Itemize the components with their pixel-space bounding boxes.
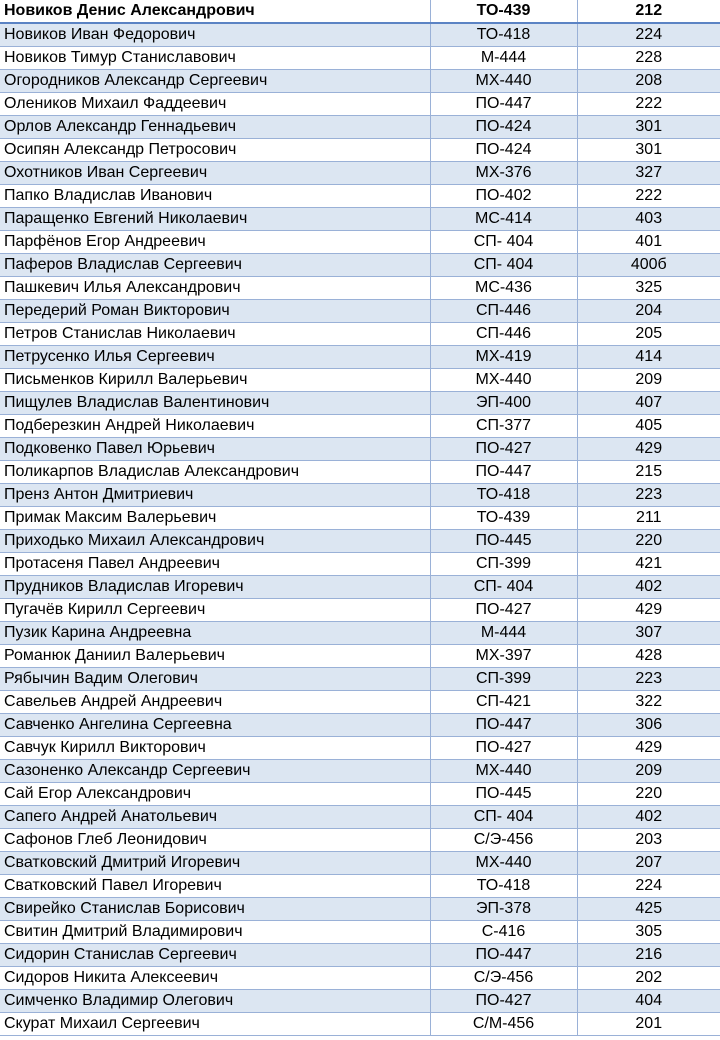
room-cell: 402: [577, 806, 720, 829]
group-cell: ПО-447: [430, 714, 577, 737]
table-row: [0, 990, 720, 1013]
group-cell: МС-436: [430, 277, 577, 300]
group-cell: СП-421: [430, 691, 577, 714]
group-cell: МХ-440: [430, 852, 577, 875]
table-row: [0, 461, 720, 484]
table-row: [0, 806, 720, 829]
name-cell: Сидорин Станислав Сергеевич: [0, 944, 430, 967]
table-row: [0, 622, 720, 645]
group-cell: ТО-418: [430, 23, 577, 47]
table-row: [0, 323, 720, 346]
name-cell: Прудников Владислав Игоревич: [0, 576, 430, 599]
table-row: [0, 116, 720, 139]
room-cell: 402: [577, 576, 720, 599]
table-row: [0, 714, 720, 737]
room-cell: 220: [577, 530, 720, 553]
table-row: [0, 369, 720, 392]
table-row: [0, 645, 720, 668]
table-row: [0, 484, 720, 507]
room-cell: 429: [577, 737, 720, 760]
group-cell: СП- 404: [430, 231, 577, 254]
room-cell: 228: [577, 47, 720, 70]
table-row: [0, 875, 720, 898]
name-cell: Савченко Ангелина Сергеевна: [0, 714, 430, 737]
group-cell: ПО-447: [430, 461, 577, 484]
name-cell: Сватковский Дмитрий Игоревич: [0, 852, 430, 875]
room-cell: 204: [577, 300, 720, 323]
group-cell: МХ-376: [430, 162, 577, 185]
room-cell: 220: [577, 783, 720, 806]
name-cell: Сазоненко Александр Сергеевич: [0, 760, 430, 783]
room-cell: 301: [577, 139, 720, 162]
table-row: [0, 668, 720, 691]
table-row: [0, 139, 720, 162]
name-cell: Новиков Денис Александрович: [0, 0, 430, 23]
room-cell: 429: [577, 438, 720, 461]
table-row: [0, 254, 720, 277]
name-cell: Савчук Кирилл Викторович: [0, 737, 430, 760]
name-cell: Паферов Владислав Сергеевич: [0, 254, 430, 277]
name-cell: Пашкевич Илья Александрович: [0, 277, 430, 300]
group-cell: ТО-418: [430, 875, 577, 898]
table-row: [0, 783, 720, 806]
group-cell: МХ-440: [430, 70, 577, 93]
room-cell: 301: [577, 116, 720, 139]
room-cell: 209: [577, 760, 720, 783]
group-cell: ТО-439: [430, 0, 577, 23]
name-cell: Новиков Иван Федорович: [0, 23, 430, 47]
room-cell: 327: [577, 162, 720, 185]
room-cell: 428: [577, 645, 720, 668]
table-row: [0, 576, 720, 599]
name-cell: Петров Станислав Николаевич: [0, 323, 430, 346]
room-cell: 207: [577, 852, 720, 875]
name-cell: Орлов Александр Геннадьевич: [0, 116, 430, 139]
room-cell: 306: [577, 714, 720, 737]
table-row: [0, 507, 720, 530]
table-row: [0, 829, 720, 852]
group-cell: МХ-397: [430, 645, 577, 668]
table-row: [0, 208, 720, 231]
name-cell: Рябычин Вадим Олегович: [0, 668, 430, 691]
table-row: [0, 70, 720, 93]
table-row: [0, 415, 720, 438]
group-cell: ПО-424: [430, 116, 577, 139]
name-cell: Сватковский Павел Игоревич: [0, 875, 430, 898]
name-cell: Свитин Дмитрий Владимирович: [0, 921, 430, 944]
name-cell: Подберезкин Андрей Николаевич: [0, 415, 430, 438]
group-cell: М-444: [430, 622, 577, 645]
room-cell: 212: [577, 0, 720, 23]
table-row: [0, 760, 720, 783]
group-cell: ПО-427: [430, 438, 577, 461]
room-cell: 216: [577, 944, 720, 967]
name-cell: Сапего Андрей Анатольевич: [0, 806, 430, 829]
name-cell: Новиков Тимур Станиславович: [0, 47, 430, 70]
group-cell: СП- 404: [430, 254, 577, 277]
group-cell: М-444: [430, 47, 577, 70]
room-cell: 224: [577, 875, 720, 898]
room-cell: 425: [577, 898, 720, 921]
group-cell: С/М-456: [430, 1013, 577, 1036]
table-row: [0, 1013, 720, 1036]
group-cell: ПО-427: [430, 599, 577, 622]
table-row: [0, 852, 720, 875]
group-cell: ПО-427: [430, 990, 577, 1013]
table-row: [0, 231, 720, 254]
room-cell: 205: [577, 323, 720, 346]
name-cell: Симченко Владимир Олегович: [0, 990, 430, 1013]
group-cell: МХ-419: [430, 346, 577, 369]
table-row: [0, 93, 720, 116]
group-cell: СП-446: [430, 323, 577, 346]
group-cell: С/Э-456: [430, 967, 577, 990]
name-cell: Пузик Карина Андреевна: [0, 622, 430, 645]
name-cell: Парфёнов Егор Андреевич: [0, 231, 430, 254]
table-row: [0, 691, 720, 714]
group-cell: ТО-439: [430, 507, 577, 530]
room-cell: 211: [577, 507, 720, 530]
room-cell: 222: [577, 93, 720, 116]
group-cell: МХ-440: [430, 369, 577, 392]
group-cell: СП-399: [430, 553, 577, 576]
name-cell: Скурат Михаил Сергеевич: [0, 1013, 430, 1036]
name-cell: Олеников Михаил Фаддеевич: [0, 93, 430, 116]
group-cell: С/Э-456: [430, 829, 577, 852]
table-row: [0, 47, 720, 70]
name-cell: Пищулев Владислав Валентинович: [0, 392, 430, 415]
name-cell: Романюк Даниил Валерьевич: [0, 645, 430, 668]
name-cell: Сидоров Никита Алексеевич: [0, 967, 430, 990]
group-cell: ПО-447: [430, 93, 577, 116]
room-cell: 325: [577, 277, 720, 300]
room-cell: 224: [577, 23, 720, 47]
group-cell: ТО-418: [430, 484, 577, 507]
room-cell: 307: [577, 622, 720, 645]
table-row: [0, 737, 720, 760]
room-cell: 403: [577, 208, 720, 231]
table-row: [0, 185, 720, 208]
group-cell: ЭП-400: [430, 392, 577, 415]
room-cell: 322: [577, 691, 720, 714]
room-cell: 215: [577, 461, 720, 484]
name-cell: Охотников Иван Сергеевич: [0, 162, 430, 185]
group-cell: ПО-424: [430, 139, 577, 162]
table-row: [0, 346, 720, 369]
group-cell: ЭП-378: [430, 898, 577, 921]
name-cell: Сай Егор Александрович: [0, 783, 430, 806]
table-row: [0, 438, 720, 461]
name-cell: Письменков Кирилл Валерьевич: [0, 369, 430, 392]
name-cell: Свирейко Станислав Борисович: [0, 898, 430, 921]
table-row: [0, 921, 720, 944]
table-row: [0, 162, 720, 185]
room-cell: 222: [577, 185, 720, 208]
name-cell: Подковенко Павел Юрьевич: [0, 438, 430, 461]
name-cell: Петрусенко Илья Сергеевич: [0, 346, 430, 369]
room-cell: 429: [577, 599, 720, 622]
group-cell: ПО-445: [430, 783, 577, 806]
room-cell: 421: [577, 553, 720, 576]
name-cell: Поликарпов Владислав Александрович: [0, 461, 430, 484]
room-cell: 400б: [577, 254, 720, 277]
table-row: [0, 300, 720, 323]
room-cell: 414: [577, 346, 720, 369]
room-cell: 401: [577, 231, 720, 254]
group-cell: СП- 404: [430, 576, 577, 599]
name-cell: Пренз Антон Дмитриевич: [0, 484, 430, 507]
table-row: [0, 392, 720, 415]
name-cell: Примак Максим Валерьевич: [0, 507, 430, 530]
table-row: [0, 599, 720, 622]
room-cell: 208: [577, 70, 720, 93]
name-cell: Осипян Александр Петросович: [0, 139, 430, 162]
name-cell: Передерий Роман Викторович: [0, 300, 430, 323]
name-cell: Паращенко Евгений Николаевич: [0, 208, 430, 231]
name-cell: Огородников Александр Сергеевич: [0, 70, 430, 93]
room-cell: 223: [577, 668, 720, 691]
table-row: [0, 277, 720, 300]
room-cell: 203: [577, 829, 720, 852]
name-cell: Приходько Михаил Александрович: [0, 530, 430, 553]
room-cell: 305: [577, 921, 720, 944]
group-cell: МХ-440: [430, 760, 577, 783]
group-cell: МС-414: [430, 208, 577, 231]
group-cell: ПО-445: [430, 530, 577, 553]
table-row: [0, 944, 720, 967]
name-cell: Протасеня Павел Андреевич: [0, 553, 430, 576]
room-cell: 201: [577, 1013, 720, 1036]
room-cell: 202: [577, 967, 720, 990]
name-cell: Папко Владислав Иванович: [0, 185, 430, 208]
name-cell: Сафонов Глеб Леонидович: [0, 829, 430, 852]
table-row: [0, 898, 720, 921]
group-cell: СП-399: [430, 668, 577, 691]
table-row: [0, 967, 720, 990]
table-row: [0, 0, 720, 23]
group-cell: СП-446: [430, 300, 577, 323]
group-cell: ПО-447: [430, 944, 577, 967]
group-cell: С-416: [430, 921, 577, 944]
table-row: [0, 553, 720, 576]
name-cell: Пугачёв Кирилл Сергеевич: [0, 599, 430, 622]
group-cell: СП-377: [430, 415, 577, 438]
room-cell: 405: [577, 415, 720, 438]
name-cell: Савельев Андрей Андреевич: [0, 691, 430, 714]
room-cell: 407: [577, 392, 720, 415]
group-cell: СП- 404: [430, 806, 577, 829]
group-cell: ПО-427: [430, 737, 577, 760]
group-cell: ПО-402: [430, 185, 577, 208]
table-row: [0, 23, 720, 47]
table-row: [0, 530, 720, 553]
room-cell: 209: [577, 369, 720, 392]
room-cell: 404: [577, 990, 720, 1013]
room-cell: 223: [577, 484, 720, 507]
